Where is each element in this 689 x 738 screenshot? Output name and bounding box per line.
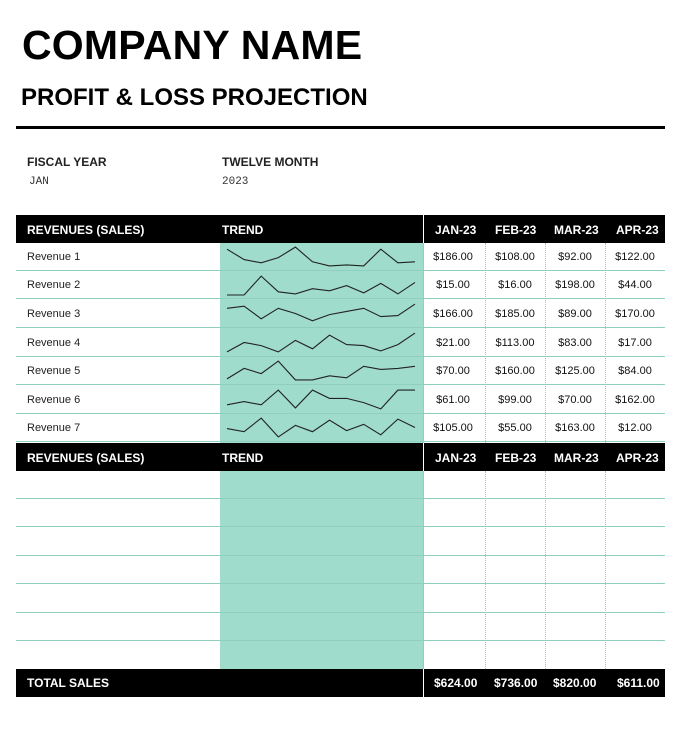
value-cell-apr[interactable]: $162.00 (615, 394, 655, 406)
value-cell-apr[interactable]: $17.00 (618, 337, 652, 349)
trend-sparkline (226, 386, 416, 414)
fiscal-year-label: FISCAL YEAR (27, 155, 107, 169)
value-cell-jan[interactable]: $186.00 (433, 251, 473, 263)
empty-row[interactable] (16, 642, 665, 670)
total-feb: $736.00 (494, 676, 538, 690)
trend-column-header: TREND (222, 451, 264, 465)
value-cell-jan[interactable]: $61.00 (436, 394, 470, 406)
revenue-label: Revenue 3 (27, 308, 81, 320)
month-header-apr: APR-23 (616, 451, 659, 465)
revenue-label: Revenue 7 (27, 422, 81, 434)
empty-row[interactable] (16, 613, 665, 641)
revenues-column-header: REVENUES (SALES) (27, 223, 145, 237)
revenue-label: Revenue 4 (27, 337, 81, 349)
value-cell-jan[interactable]: $15.00 (436, 279, 470, 291)
revenues-header-secondary (16, 443, 665, 471)
value-cell-mar[interactable]: $83.00 (558, 337, 592, 349)
value-cell-feb[interactable]: $108.00 (495, 251, 535, 263)
value-cell-mar[interactable]: $89.00 (558, 308, 592, 320)
value-cell-mar[interactable]: $198.00 (555, 279, 595, 291)
month-header-jan: JAN-23 (435, 223, 477, 237)
trend-sparkline (226, 414, 416, 442)
value-cell-apr[interactable]: $170.00 (615, 308, 655, 320)
empty-row[interactable] (16, 499, 665, 527)
month-header-jan: JAN-23 (435, 451, 477, 465)
revenue-label: Revenue 6 (27, 394, 81, 406)
column-divider (423, 669, 424, 697)
empty-row[interactable] (16, 556, 665, 584)
value-cell-apr[interactable]: $12.00 (618, 422, 652, 434)
month-header-feb: FEB-23 (495, 223, 537, 237)
value-cell-mar[interactable]: $92.00 (558, 251, 592, 263)
trend-sparkline (226, 357, 416, 385)
period-label: TWELVE MONTH (222, 155, 319, 169)
period-value[interactable]: 2023 (222, 176, 249, 188)
column-divider (423, 443, 424, 471)
value-cell-apr[interactable]: $84.00 (618, 365, 652, 377)
month-header-mar: MAR-23 (554, 451, 599, 465)
value-cell-mar[interactable]: $125.00 (555, 365, 595, 377)
total-jan: $624.00 (434, 676, 478, 690)
title-divider (16, 126, 665, 129)
value-cell-mar[interactable]: $163.00 (555, 422, 595, 434)
revenues-column-header: REVENUES (SALES) (27, 451, 145, 465)
trend-sparkline (226, 271, 416, 299)
revenue-label: Revenue 2 (27, 279, 81, 291)
total-mar: $820.00 (553, 676, 597, 690)
value-cell-feb[interactable]: $55.00 (498, 422, 532, 434)
value-cell-jan[interactable]: $105.00 (433, 422, 473, 434)
revenues-header (16, 215, 665, 243)
column-divider (423, 215, 424, 243)
month-header-apr: APR-23 (616, 223, 659, 237)
empty-row[interactable] (16, 471, 665, 499)
empty-row[interactable] (16, 528, 665, 556)
revenue-label: Revenue 5 (27, 365, 81, 377)
trend-sparkline (226, 300, 416, 328)
fiscal-year-value[interactable]: JAN (29, 176, 49, 188)
revenue-label: Revenue 1 (27, 251, 81, 263)
value-cell-feb[interactable]: $185.00 (495, 308, 535, 320)
trend-column-header: TREND (222, 223, 264, 237)
total-sales-label: TOTAL SALES (27, 676, 110, 690)
trend-sparkline (226, 243, 416, 271)
value-cell-jan[interactable]: $166.00 (433, 308, 473, 320)
empty-row[interactable] (16, 585, 665, 613)
value-cell-feb[interactable]: $99.00 (498, 394, 532, 406)
value-cell-mar[interactable]: $70.00 (558, 394, 592, 406)
value-cell-apr[interactable]: $44.00 (618, 279, 652, 291)
value-cell-apr[interactable]: $122.00 (615, 251, 655, 263)
month-header-feb: FEB-23 (495, 451, 537, 465)
total-sales-row (16, 669, 665, 697)
value-cell-feb[interactable]: $113.00 (495, 337, 535, 349)
company-name: COMPANY NAME (22, 22, 363, 68)
month-header-mar: MAR-23 (554, 223, 599, 237)
value-cell-jan[interactable]: $21.00 (436, 337, 470, 349)
value-cell-feb[interactable]: $16.00 (498, 279, 532, 291)
total-apr: $611.00 (617, 676, 660, 690)
trend-sparkline (226, 329, 416, 357)
value-cell-jan[interactable]: $70.00 (436, 365, 470, 377)
value-cell-feb[interactable]: $160.00 (495, 365, 535, 377)
report-title: PROFIT & LOSS PROJECTION (21, 84, 368, 111)
